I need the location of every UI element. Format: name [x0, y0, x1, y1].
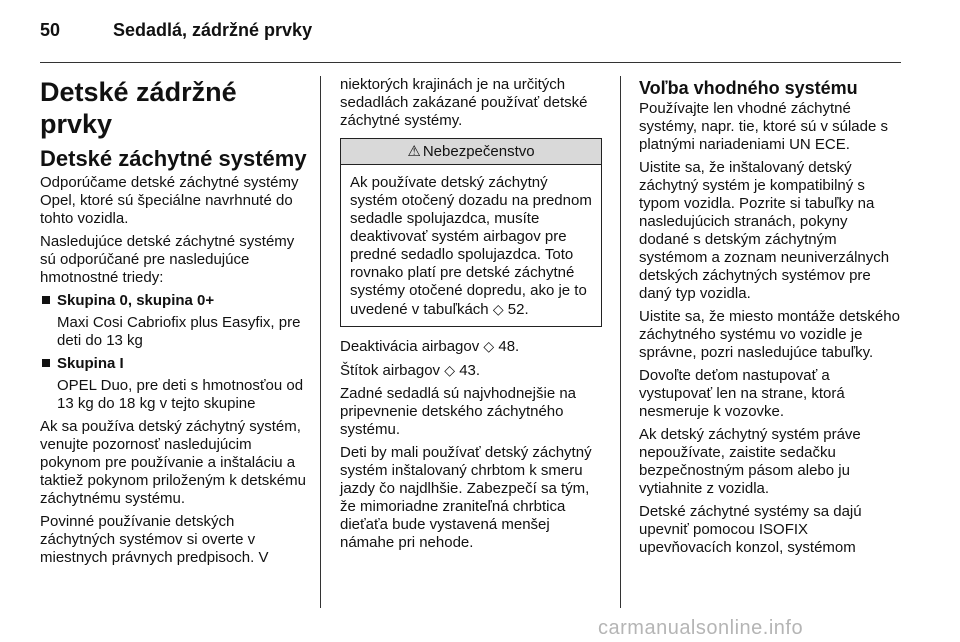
paragraph: Uistite sa, že inštalovaný detský záchytný systém je kompatibilný s typom vozidla. Pozrite si tabuľky na nasledujúcich stranách, pokyny dodané s detským záchytným systémom a zoznam neuniverzálnych detských záchytných systémov pre daný typ vozidla. [639, 159, 890, 302]
warning-body [341, 165, 601, 326]
paragraph: Uistite sa, že miesto montáže detského záchytného systému vo vozidle je správne, pozri nasledujúce tabuľky. [639, 308, 900, 361]
page-reference-link[interactable]: 52. [507, 301, 529, 318]
list-item-text: OPEL Duo, pre deti s hmotnosťou od 13 kg do 18 kg v tejto skupine [57, 377, 304, 412]
cross-reference [340, 361, 602, 380]
page-reference-icon: ◇ [483, 338, 495, 354]
column-divider [320, 76, 321, 608]
list-item-title: Skupina I [57, 355, 124, 372]
list-item-text: Maxi Cosi Cabriofix plus Easyfix, pre deti do 13 kg [57, 314, 301, 349]
subsection-title: Voľba vhodného systému [639, 78, 858, 98]
paragraph: Povinné používanie detských záchytných systémov si overte v miestnych právnych predpisoch. V [40, 513, 269, 566]
column-3 [639, 76, 901, 562]
section-title: Detské zádržné prvky [40, 77, 237, 139]
paragraph: Ak detský záchytný systém práve nepoužívate, zaistite sedačku bezpečnostným pásom alebo ju vytiahnite z vozidla. [639, 426, 861, 497]
paragraph: Zadné sedadlá sú najvhodnejšie na pripevnenie detského záchytného systému. [340, 385, 577, 438]
column-2 [340, 76, 602, 557]
column-1 [40, 76, 310, 572]
paragraph: Používajte len vhodné záchytné systémy, napr. tie, ktoré sú v súlade s platnými nariadeniami UN ECE. [639, 100, 888, 153]
subsection-title: Detské záchytné systémy [40, 146, 307, 171]
paragraph: Detské záchytné systémy sa dajú upevniť pomocou ISOFIX upevňovacích konzol, systémom [639, 503, 862, 556]
warning-box [340, 138, 602, 327]
list-item [40, 292, 310, 350]
warning-text: Ak používate detský záchytný systém otočený dozadu na prednom sedadle spolujazdca, musíte deaktivovať systém airbagov pre predné sedadlo spolujazdca. Toto rovnako platí pre detské záchytné systémy otočené dopredu, ako je to uvedené v tabuľkách [350, 174, 592, 318]
page-reference-icon: ◇ [444, 362, 456, 378]
paragraph: Ak sa používa detský záchytný systém, venujte pozornosť nasledujúcim pokynom pre používanie a inštaláciu a taktiež pokynom priloženým k detskému záchytnému systému. [40, 418, 306, 507]
warning-header [341, 139, 601, 165]
cross-reference-text: Deaktivácia airbagov [340, 338, 480, 355]
page-reference-link[interactable]: 43. [459, 362, 481, 379]
bullet-square-icon [42, 296, 50, 304]
column-divider [620, 76, 621, 608]
paragraph: Dovoľte deťom nastupovať a vystupovať len na strane, ktorá nesmeruje k vozovke. [639, 367, 845, 420]
bullet-square-icon [42, 359, 50, 367]
paragraph: Odporúčame detské záchytné systémy Opel, ktoré sú špeciálne navrhnuté do tohto vozidla. [40, 174, 299, 227]
list-item [40, 355, 310, 413]
cross-reference-text: Štítok airbagov [340, 362, 441, 379]
cross-reference [340, 337, 602, 356]
page-number: 50 [40, 20, 61, 40]
paragraph: Nasledujúce detské záchytné systémy sú odporúčané pre nasledujúce hmotnostné triedy: [40, 233, 295, 286]
running-title: Sedadlá, zádržné prvky [113, 20, 313, 40]
page-reference-icon: ◇ [492, 301, 504, 317]
watermark: carmanualsonline.info [598, 617, 804, 639]
header-rule [40, 62, 901, 63]
list-item-title: Skupina 0, skupina 0+ [57, 292, 215, 309]
paragraph: niektorých krajinách je na určitých sedadlách zakázané používať detské záchytné systémy. [340, 76, 588, 129]
warning-triangle-icon: ⚠ [407, 143, 421, 160]
warning-title: Nebezpečenstvo [422, 143, 535, 160]
paragraph: Deti by mali používať detský záchytný systém inštalovaný chrbtom k smeru jazdy čo najdlhšie. Zabezpečí sa tým, že mimoriadne zraniteľná chrbtica dieťaťa bude vystavená menšej námahe pri nehode. [340, 444, 592, 551]
page-reference-link[interactable]: 48. [498, 338, 520, 355]
